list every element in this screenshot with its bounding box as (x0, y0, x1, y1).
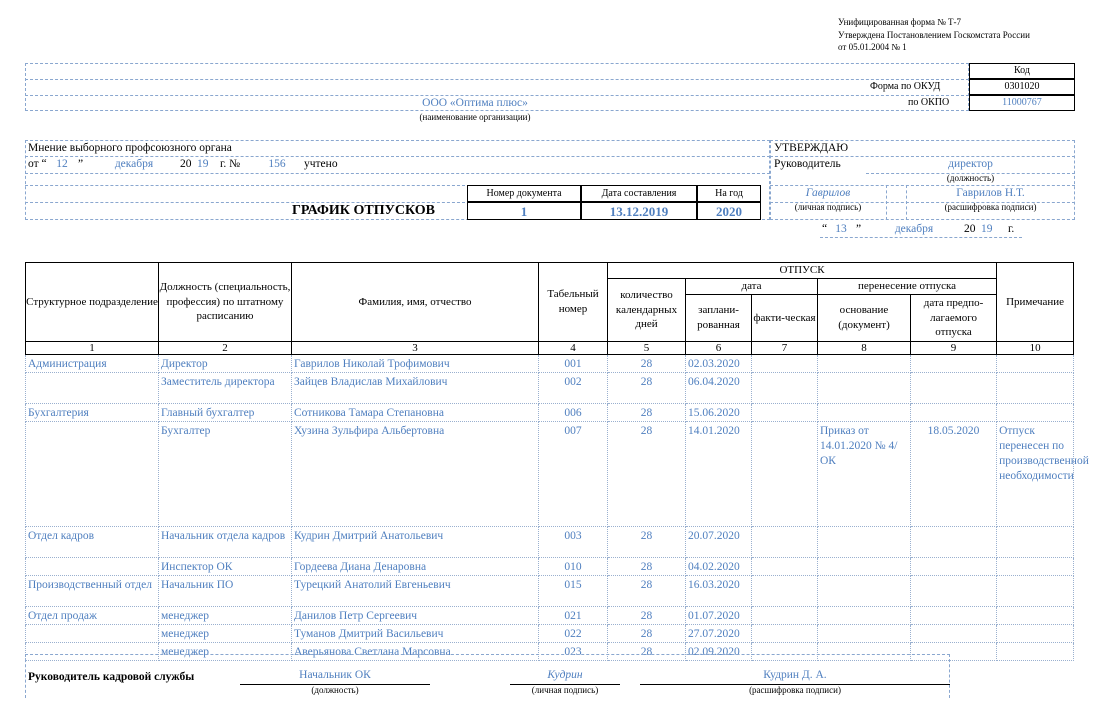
doc-num-label: Номер документа (486, 188, 562, 199)
header-actual: факти-ческая (752, 295, 818, 342)
table-row (26, 624, 1074, 642)
cell-note (997, 372, 1074, 403)
cell-expected (911, 403, 997, 421)
cell-planned: 02.03.2020 (686, 355, 752, 373)
column-number: 7 (752, 342, 818, 355)
column-number: 8 (818, 342, 911, 355)
cell-position: Заместитель директора (159, 372, 292, 403)
union-year-suffix: 19 (197, 158, 209, 170)
cell-position: менеджер (159, 606, 292, 624)
okpo-cell (969, 95, 1075, 111)
header-position: Должность (специальность, профессия) по штатному расписанию (159, 263, 292, 342)
doc-num-value: 1 (520, 204, 528, 219)
cell-days: 28 (608, 526, 686, 557)
cell-note (997, 557, 1074, 575)
form-approved-label: Утверждена Постановлением Госкомстата России (838, 30, 1030, 40)
doc-year-header (697, 185, 761, 202)
cell-planned: 14.01.2020 (686, 421, 752, 526)
approve-decoding-caption: (расшифровка подписи) (944, 202, 1037, 212)
column-number: 4 (539, 342, 608, 355)
cell-tab: 003 (539, 526, 608, 557)
union-month: декабря (114, 158, 154, 170)
header-date: дата (686, 279, 818, 295)
cell-planned: 06.04.2020 (686, 372, 752, 403)
cell-planned: 02.09.2020 (686, 642, 752, 660)
cell-planned: 27.07.2020 (686, 624, 752, 642)
cell-actual (752, 421, 818, 526)
header-transfer: перенесение отпуска (818, 279, 997, 295)
cell-note (997, 624, 1074, 642)
cell-days: 28 (608, 355, 686, 373)
column-number: 9 (911, 342, 997, 355)
table-row (26, 403, 1074, 421)
union-day: 12 (56, 158, 68, 170)
cell-basis (818, 624, 911, 642)
cell-actual (752, 575, 818, 606)
cell-tab: 006 (539, 403, 608, 421)
cell-planned: 15.06.2020 (686, 403, 752, 421)
union-g-no: г. № (220, 158, 241, 170)
cell-dept (26, 624, 159, 642)
cell-position: Начальник отдела кадров (159, 526, 292, 557)
cell-dept (26, 557, 159, 575)
table-row (26, 355, 1074, 373)
union-number: 156 (268, 158, 286, 170)
cell-planned: 01.07.2020 (686, 606, 752, 624)
approve-decoding: Гаврилов Н.Т. (956, 187, 1025, 199)
cell-position: Главный бухгалтер (159, 403, 292, 421)
cell-dept: Отдел продаж (26, 606, 159, 624)
cell-actual (752, 624, 818, 642)
approve-signature: Гаврилов (805, 187, 851, 199)
approve-g: г. (1008, 223, 1015, 235)
cell-expected (911, 606, 997, 624)
cell-tab: 021 (539, 606, 608, 624)
approve-position: директор (948, 158, 993, 170)
cell-fio: Сотникова Тамара Степановна (292, 403, 539, 421)
cell-fio: Турецкий Анатолий Евгеньевич (292, 575, 539, 606)
cell-dept: Производственный отдел (26, 575, 159, 606)
cell-tab: 015 (539, 575, 608, 606)
cell-actual (752, 403, 818, 421)
doc-date-header (581, 185, 697, 202)
column-number: 5 (608, 342, 686, 355)
cell-actual (752, 606, 818, 624)
cell-fio: Туманов Дмитрий Васильевич (292, 624, 539, 642)
cell-tab: 001 (539, 355, 608, 373)
cell-basis: Приказ от 14.01.2020 № 4/ОК (818, 421, 911, 526)
code-header-cell (969, 63, 1075, 79)
table-row (26, 372, 1074, 403)
form-order-label: от 05.01.2004 № 1 (838, 42, 907, 52)
table-row (26, 526, 1074, 557)
cell-fio: Гаврилов Николай Трофимович (292, 355, 539, 373)
cell-note (997, 355, 1074, 373)
cell-basis (818, 403, 911, 421)
approve-head-label: Руководитель (774, 158, 841, 170)
footer-signature: Кудрин (547, 669, 583, 681)
cell-actual (752, 557, 818, 575)
header-note: Примечание (997, 263, 1074, 342)
approve-month: декабря (894, 223, 934, 235)
cell-tab: 007 (539, 421, 608, 526)
cell-planned: 04.02.2020 (686, 557, 752, 575)
organization-caption: (наименование организации) (419, 112, 531, 122)
doc-year-label: На год (715, 188, 743, 199)
approve-date-close: ” (856, 223, 862, 235)
header-tab: Табельный номер (539, 263, 608, 342)
code-label: Код (1014, 65, 1030, 76)
cell-planned: 16.03.2020 (686, 575, 752, 606)
vacation-schedule-table (25, 262, 1089, 661)
header-dept: Структурное подразделение (26, 263, 159, 342)
cell-fio: Данилов Петр Сергеевич (292, 606, 539, 624)
cell-days: 28 (608, 606, 686, 624)
union-status: учтено (304, 158, 338, 170)
cell-days: 28 (608, 624, 686, 642)
footer-decoding-caption: (расшифровка подписи) (749, 685, 841, 695)
cell-dept: Отдел кадров (26, 526, 159, 557)
cell-expected (911, 557, 997, 575)
footer-position-caption: (должность) (311, 685, 359, 695)
cell-position: Инспектор ОК (159, 557, 292, 575)
cell-fio: Аверьянова Светлана Марсовна (292, 642, 539, 660)
approve-year-prefix: 20 (964, 223, 976, 235)
column-number: 6 (686, 342, 752, 355)
doc-num-cell (467, 202, 581, 220)
cell-basis (818, 575, 911, 606)
document-title: ГРАФИК ОТПУСКОВ (292, 203, 435, 218)
cell-days: 28 (608, 403, 686, 421)
cell-fio: Хузина Зульфира Альбертовна (292, 421, 539, 526)
doc-date-label: Дата составления (601, 188, 677, 199)
cell-note (997, 642, 1074, 660)
table-row (26, 557, 1074, 575)
column-number: 2 (159, 342, 292, 355)
cell-basis (818, 355, 911, 373)
approve-title: УТВЕРЖДАЮ (774, 142, 849, 154)
union-year-prefix: 20 (180, 158, 192, 170)
footer-decoding: Кудрин Д. А. (763, 669, 827, 681)
cell-basis (818, 372, 911, 403)
cell-note (997, 606, 1074, 624)
cell-fio: Кудрин Дмитрий Анатольевич (292, 526, 539, 557)
cell-expected (911, 526, 997, 557)
union-label: Мнение выборного профсоюзного органа (28, 142, 232, 154)
cell-fio: Гордеева Диана Денаровна (292, 557, 539, 575)
cell-note (997, 526, 1074, 557)
header-vacation: ОТПУСК (608, 263, 997, 279)
okpo-value: 11000767 (1002, 97, 1042, 108)
cell-tab: 010 (539, 557, 608, 575)
cell-expected: 18.05.2020 (911, 421, 997, 526)
cell-days: 28 (608, 421, 686, 526)
cell-note (997, 403, 1074, 421)
column-number: 3 (292, 342, 539, 355)
cell-planned: 20.07.2020 (686, 526, 752, 557)
cell-days: 28 (608, 642, 686, 660)
union-quote-close: ” (78, 158, 84, 170)
form-unified-label: Унифицированная форма № Т-7 (838, 17, 962, 27)
cell-actual (752, 355, 818, 373)
table-row (26, 421, 1074, 526)
union-ot: от “ (28, 158, 47, 170)
footer-position: Начальник ОК (299, 669, 371, 681)
cell-actual (752, 372, 818, 403)
footer-label: Руководитель кадровой службы (28, 671, 195, 683)
header-basis: основание (документ) (818, 295, 911, 342)
doc-year-value: 2020 (716, 204, 742, 219)
organization-name (25, 98, 925, 110)
approve-day: 13 (835, 223, 847, 235)
approve-signature-caption: (личная подпись) (794, 202, 862, 212)
okud-value: 0301020 (1004, 81, 1040, 92)
cell-expected (911, 355, 997, 373)
cell-basis (818, 606, 911, 624)
header-fio: Фамилия, имя, отчество (292, 263, 539, 342)
cell-position: менеджер (159, 624, 292, 642)
header-expected: дата предпо-лагаемого отпуска (911, 295, 997, 342)
doc-date-cell (581, 202, 697, 220)
doc-date-value: 13.12.2019 (609, 204, 669, 219)
cell-dept: Бухгалтерия (26, 403, 159, 421)
approve-year-suffix: 19 (981, 223, 993, 235)
cell-expected (911, 575, 997, 606)
cell-days: 28 (608, 372, 686, 403)
okud-cell (969, 79, 1075, 95)
cell-position: менеджер (159, 642, 292, 660)
column-number: 10 (997, 342, 1074, 355)
approve-date-open: “ (822, 223, 828, 235)
approve-position-caption: (должность) (946, 173, 995, 183)
cell-tab: 023 (539, 642, 608, 660)
cell-position: Директор (159, 355, 292, 373)
cell-dept (26, 372, 159, 403)
cell-basis (818, 526, 911, 557)
okud-label: Форма по ОКУД (870, 81, 941, 92)
cell-basis (818, 557, 911, 575)
cell-actual (752, 526, 818, 557)
cell-fio: Зайцев Владислав Михайлович (292, 372, 539, 403)
header-planned: заплани-рованная (686, 295, 752, 342)
cell-tab: 022 (539, 624, 608, 642)
okpo-label: по ОКПО (908, 97, 950, 108)
cell-expected (911, 624, 997, 642)
table-row (26, 606, 1074, 624)
cell-expected (911, 372, 997, 403)
cell-days: 28 (608, 575, 686, 606)
cell-note (997, 575, 1074, 606)
footer-signature-caption: (личная подпись) (531, 685, 599, 695)
cell-days: 28 (608, 557, 686, 575)
doc-num-header (467, 185, 581, 202)
cell-note: Отпуск перенесен по производственной необходимости (997, 421, 1074, 526)
cell-position: Начальник ПО (159, 575, 292, 606)
header-days: количество календарных дней (608, 279, 686, 342)
column-number: 1 (26, 342, 159, 355)
cell-dept (26, 421, 159, 526)
cell-position: Бухгалтер (159, 421, 292, 526)
table-row (26, 575, 1074, 606)
cell-dept: Администрация (26, 355, 159, 373)
organization-name-text: ООО «Оптима плюс» (422, 97, 528, 109)
doc-year-cell (697, 202, 761, 220)
cell-tab: 002 (539, 372, 608, 403)
